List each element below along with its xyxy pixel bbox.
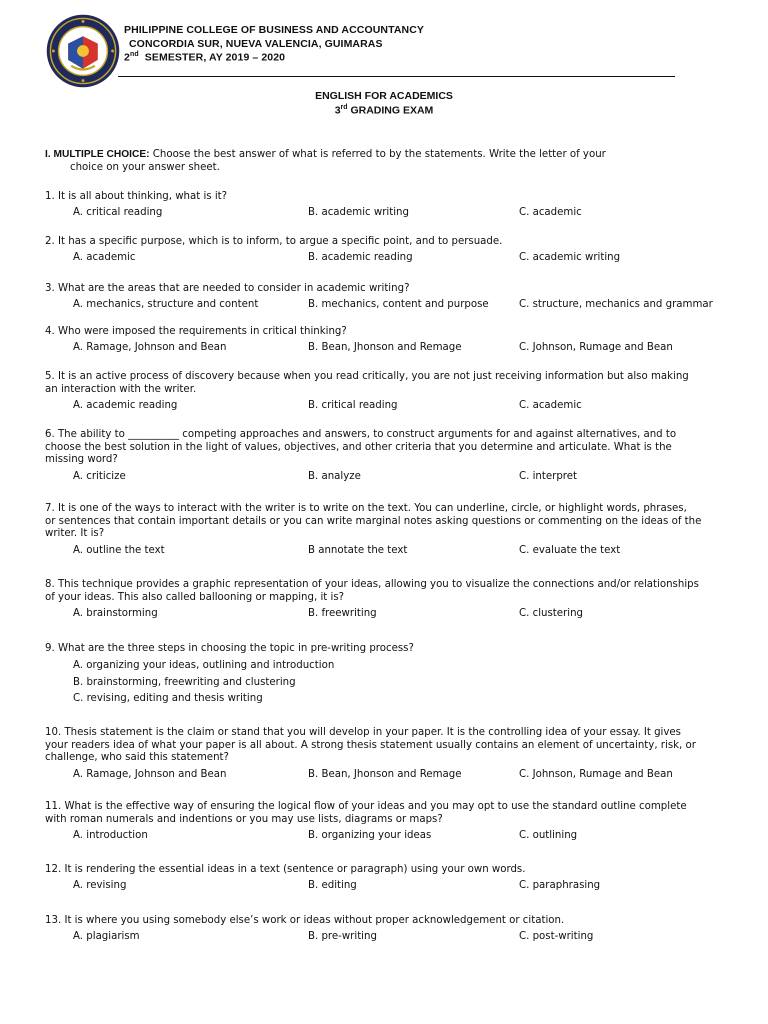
question-10-text: challenge, who said this statement?: [45, 752, 229, 763]
question-11-option-b: B. organizing your ideas: [308, 830, 432, 841]
college-address: CONCORDIA SUR, NUEVA VALENCIA, GUIMARAS: [129, 38, 383, 50]
question-3-option-b: B. mechanics, content and purpose: [308, 299, 489, 310]
question-10-option-b: B. Bean, Jhonson and Remage: [308, 769, 462, 780]
question-6-option-c: C. interpret: [519, 471, 578, 482]
question-2-option-c: C. academic writing: [519, 252, 621, 263]
question-12-option-b: B. editing: [308, 880, 357, 891]
question-1-text: 1. It is all about thinking, what is it?: [45, 191, 228, 202]
college-name: PHILIPPINE COLLEGE OF BUSINESS AND ACCOUNTANCY: [124, 24, 424, 36]
question-4-text: 4. Who were imposed the requirements in critical thinking?: [45, 326, 347, 337]
question-10-option-c: C. Johnson, Rumage and Bean: [519, 769, 673, 780]
question-8-option-a: A. brainstorming: [73, 608, 158, 619]
question-5-text: 5. It is an active process of discovery because when you read critically, you are not just receiving information but also making: [45, 371, 689, 382]
question-4-option-c: C. Johnson, Rumage and Bean: [519, 342, 673, 353]
question-11-text: with roman numerals and indentions or you may use lists, diagrams or maps?: [45, 813, 443, 825]
semester-line: 2nd SEMESTER, AY 2019 – 2020: [124, 51, 286, 64]
question-5-option-c: C. academic: [519, 400, 582, 411]
question-9-option-b: B. brainstorming, freewriting and clustering: [73, 676, 296, 688]
question-1-option-c: C. academic: [519, 207, 582, 218]
question-12-text: 12. It is rendering the essential ideas in a text (sentence or paragraph) using your own words.: [45, 864, 526, 875]
question-5-option-a: A. academic reading: [73, 400, 178, 411]
question-11-option-a: A. introduction: [73, 830, 148, 841]
question-8-text: of your ideas. This also called ballooning or mapping, it is?: [45, 591, 345, 603]
question-6-text: missing word?: [45, 454, 118, 465]
question-4-option-a: A. Ramage, Johnson and Bean: [73, 342, 227, 353]
question-9-option-c: C. revising, editing and thesis writing: [73, 693, 263, 704]
instructions-line-2: choice on your answer sheet.: [70, 162, 220, 173]
question-3-option-c: C. structure, mechanics and grammar: [519, 299, 713, 310]
question-8-text: 8. This technique provides a graphic representation of your ideas, allowing you to visualize the connections and/or relationships: [45, 579, 699, 590]
question-7-option-a: A. outline the text: [73, 545, 165, 556]
question-3-text: 3. What are the areas that are needed to consider in academic writing?: [45, 283, 410, 294]
question-6-option-a: A. criticize: [73, 471, 126, 482]
question-2-option-a: A. academic: [73, 252, 136, 263]
question-10-text: 10. Thesis statement is the claim or stand that you will develop in your paper. It is the controlling idea of your essay. It gives: [45, 727, 681, 738]
question-8-option-b: B. freewriting: [308, 608, 377, 619]
question-1-option-a: A. critical reading: [73, 207, 163, 218]
question-9-option-a: A. organizing your ideas, outlining and introduction: [73, 660, 335, 671]
question-5-text: an interaction with the writer.: [45, 383, 197, 395]
question-5-option-b: B. critical reading: [308, 400, 398, 411]
college-seal-logo: [46, 14, 120, 88]
question-6-option-b: B. analyze: [308, 471, 361, 482]
question-11-option-c: C. outlining: [519, 830, 578, 841]
question-7-text: 7. It is one of the ways to interact with the writer is to write on the text. You can underline, circle, or highlight words, phrases,: [45, 503, 687, 514]
question-1-option-b: B. academic writing: [308, 207, 409, 218]
question-7-option-b: B annotate the text: [308, 545, 408, 556]
instructions-line-1: I. MULTIPLE CHOICE: Choose the best answer of what is referred to by the statements. Write the letter of your: [45, 149, 606, 160]
question-12-option-a: A. revising: [73, 880, 127, 891]
question-8-option-c: C. clustering: [519, 608, 583, 619]
exam-subtitle: 3rd GRADING EXAM: [334, 104, 434, 117]
question-13-text: 13. It is where you using somebody else’s work or ideas without proper acknowledgement or citation.: [45, 915, 565, 926]
question-9-text: 9. What are the three steps in choosing the topic in pre-writing process?: [45, 643, 414, 654]
exam-title: ENGLISH FOR ACADEMICS: [315, 90, 453, 102]
question-13-option-a: A. plagiarism: [73, 931, 140, 942]
question-7-text: writer. It is?: [45, 528, 105, 539]
question-13-option-b: B. pre-writing: [308, 931, 377, 942]
question-2-option-b: B. academic reading: [308, 252, 413, 263]
question-10-option-a: A. Ramage, Johnson and Bean: [73, 769, 227, 780]
question-3-option-a: A. mechanics, structure and content: [73, 299, 259, 310]
question-7-option-c: C. evaluate the text: [519, 545, 621, 556]
question-12-option-c: C. paraphrasing: [519, 880, 601, 891]
question-2-text: 2. It has a specific purpose, which is to inform, to argue a specific point, and to persuade.: [45, 236, 503, 247]
question-6-text: 6. The ability to __________ competing approaches and answers, to construct arguments for and against alternatives, and to: [45, 429, 677, 440]
question-6-text: choose the best solution in the light of values, objectives, and other criteria that you determine and articulate. What is the: [45, 441, 672, 453]
question-4-option-b: B. Bean, Jhonson and Remage: [308, 342, 462, 353]
question-11-text: 11. What is the effective way of ensuring the logical flow of your ideas and you may opt to use the standard outline complete: [45, 801, 687, 812]
header-divider: [118, 76, 675, 77]
question-7-text: or sentences that contain important details or you can write marginal notes asking questions or commenting on the ideas of the: [45, 515, 702, 527]
question-13-option-c: C. post-writing: [519, 931, 594, 942]
question-10-text: your readers idea of what your paper is all about. A strong thesis statement usually contains an element of uncertainty, risk, or: [45, 739, 696, 751]
